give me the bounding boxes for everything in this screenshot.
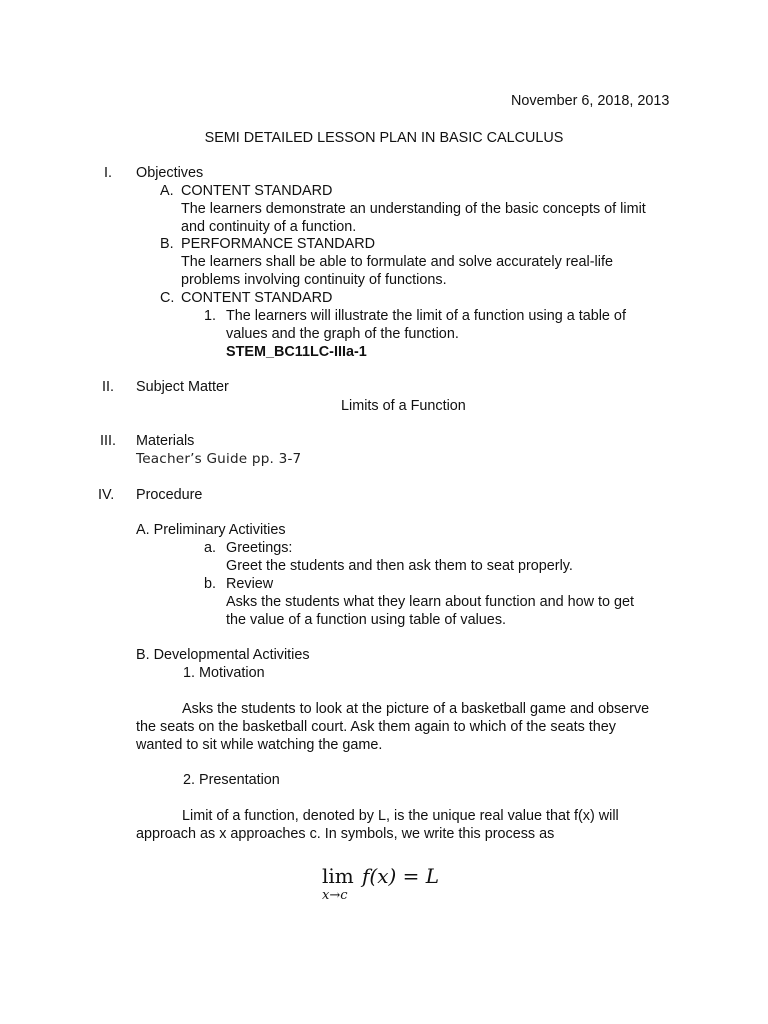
presentation-heading: 2. Presentation	[183, 772, 280, 788]
document-date: November 6, 2018, 2013	[511, 93, 670, 109]
section-heading-subject-matter: Subject Matter	[136, 379, 229, 395]
formula-rhs: f(x) = L	[362, 864, 440, 888]
objective-c-heading: CONTENT STANDARD	[181, 290, 333, 306]
materials-text: Teacher’s Guide pp. 3-7	[136, 451, 302, 467]
review-heading: Review	[226, 576, 274, 592]
motivation-line1: Asks the students to look at the picture of a basketball game and observe	[182, 701, 650, 717]
formula-lim: lim	[322, 864, 354, 888]
section-number-3: III.	[100, 433, 116, 449]
objective-b-label: B.	[160, 236, 174, 252]
section-heading-procedure: Procedure	[136, 487, 203, 503]
subject-topic: Limits of a Function	[341, 398, 466, 414]
objective-a-line1: The learners demonstrate an understanding of the basic concepts of limit	[181, 201, 646, 217]
greetings-heading: Greetings:	[226, 540, 293, 556]
developmental-activities-heading: B. Developmental Activities	[136, 647, 310, 663]
greetings-text: Greet the students and then ask them to seat properly.	[226, 558, 573, 574]
preliminary-activities-heading: A. Preliminary Activities	[136, 522, 286, 538]
section-number-1: I.	[104, 165, 112, 181]
review-line1: Asks the students what they learn about function and how to get	[226, 594, 634, 610]
motivation-line3: wanted to sit while watching the game.	[136, 737, 383, 753]
section-number-4: IV.	[98, 487, 115, 503]
competency-code: STEM_BC11LC-IIIa-1	[226, 344, 367, 360]
objective-a-line2: and continuity of a function.	[181, 219, 357, 235]
review-label: b.	[204, 576, 217, 592]
greetings-label: a.	[204, 540, 217, 556]
objective-b-heading: PERFORMANCE STANDARD	[181, 236, 376, 252]
motivation-line2: the seats on the basketball court. Ask them again to which of the seats they	[136, 719, 616, 735]
objective-c-line2: values and the graph of the function.	[226, 326, 459, 342]
objective-b-line1: The learners shall be able to formulate and solve accurately real-life	[181, 254, 613, 270]
formula-subscript: x→c	[322, 888, 348, 903]
section-number-2: II.	[102, 379, 114, 395]
review-line2: the value of a function using table of values.	[226, 612, 507, 628]
section-heading-materials: Materials	[136, 433, 195, 449]
motivation-heading: 1. Motivation	[183, 665, 265, 681]
presentation-line1: Limit of a function, denoted by L, is the unique real value that f(x) will	[182, 808, 619, 824]
presentation-line2: approach as x approaches c. In symbols, we write this process as	[136, 826, 555, 842]
objective-c-item-number: 1.	[204, 308, 217, 324]
section-heading-objectives: Objectives	[136, 165, 204, 181]
objective-b-line2: problems involving continuity of functions.	[181, 272, 447, 288]
objective-a-label: A.	[160, 183, 174, 199]
objective-c-label: C.	[160, 290, 175, 306]
document-title: SEMI DETAILED LESSON PLAN IN BASIC CALCULUS	[204, 130, 564, 146]
objective-a-heading: CONTENT STANDARD	[181, 183, 333, 199]
objective-c-line1: The learners will illustrate the limit of a function using a table of	[226, 308, 626, 324]
